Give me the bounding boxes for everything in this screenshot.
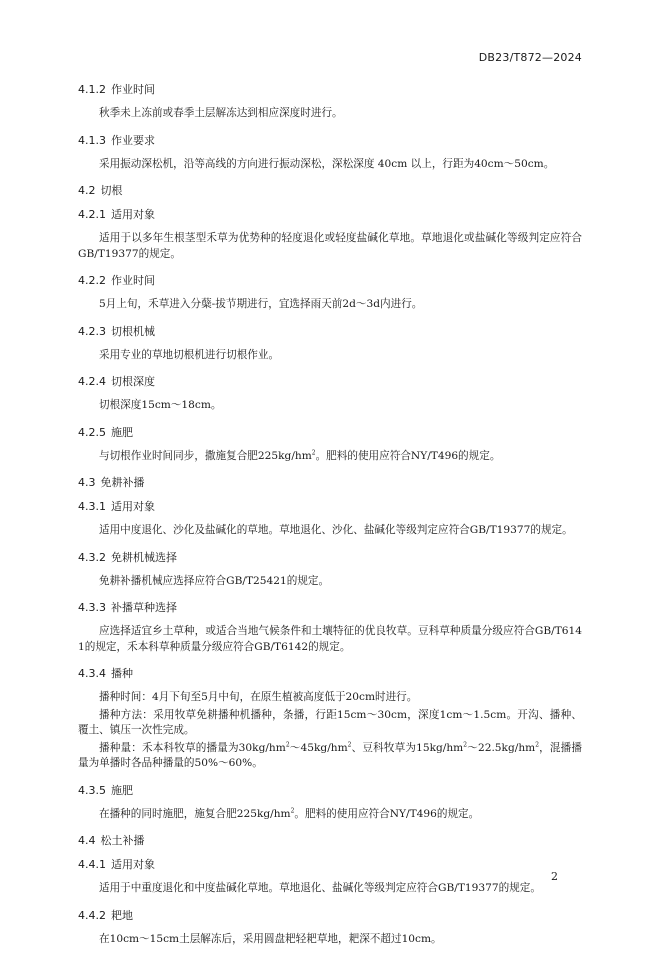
paragraph-4-3-2: 免耕补播机械应选择应符合GB/T25421的规定。: [99, 574, 330, 587]
page-number: 2: [551, 870, 558, 883]
heading-4-3-5: 4.3.5 施肥: [78, 783, 133, 797]
paragraph-4-2-5: 与切根作业时间同步，撒施复合肥$225kg/hm^2$。肥料的使用应符合NY/T496的规定。: [99, 448, 501, 462]
heading-4-4-2: 4.4.2 耙地: [78, 908, 133, 922]
heading-4-3: 4.3 免耕补播: [78, 476, 145, 489]
document-body: [78, 82, 582, 958]
heading-4-3-4: 4.3.4 播种: [78, 667, 133, 680]
paragraph-4-3-3: 应选择适宜乡土草种，或适合当地气候条件和土壤特征的优良牧草。豆科草种质量分级应符合GB/T6141的规定，禾本科草种质量分级应符合GB/T6142的规定。: [78, 625, 582, 653]
document-code: DB23/T872—2024: [478, 51, 582, 64]
heading-4-4-1: 4.4.1 适用对象: [78, 858, 155, 871]
heading-4-1-3: 4.1.3 作业要求: [78, 133, 155, 147]
heading-4-2: 4.2 切根: [78, 184, 123, 197]
paragraph-4-3-1: 适用中度退化、沙化及盐碱化的草地。草地退化、沙化、盐碱化等级判定应符合GB/T19377的规定。: [99, 524, 573, 536]
heading-4-3-2: 4.3.2 免耕机械选择: [78, 550, 177, 564]
heading-4-2-4: 4.2.4 切根深度: [78, 375, 155, 388]
paragraph-4-2-3: 采用专业的草地切根机进行切根作业。: [99, 348, 280, 361]
paragraph-4-3-5: 在播种的同时施肥，施复合肥$225kg/hm^2$。肥料的使用应符合NY/T496的规定。: [99, 806, 480, 820]
paragraph-4-4-2: 在10cm～15cm土层解冻后，采用圆盘耙轻耙草地，耙深不超过10cm。: [99, 932, 442, 945]
paragraph-4-2-4: 切根深度15cm～18cm。: [99, 399, 222, 411]
paragraph-4-4-1: 适用于中重度退化和中度盐碱化草地。草地退化、盐碱化等级判定应符合GB/T19377的规定。: [99, 882, 541, 894]
heading-4-1-2: 4.1.2 作业时间: [78, 83, 155, 96]
heading-4-4: 4.4 松土补播: [78, 834, 145, 847]
paragraph-sowing-method: 播种方法：采用牧草免耕播种机播种，条播，行距15cm～30cm，深度1cm～1.5cm。开沟、播种、覆土、镇压一次性完成。: [78, 708, 582, 736]
heading-4-2-3: 4.2.3 切根机械: [78, 324, 155, 338]
paragraph-sowing-amount: 播种量：禾本科牧草的播量为$30kg/hm^2\sim 45kg/hm^2$、豆科牧草为$15kg/hm^2\sim 22.5kg/hm^2$，混播播量为单播时各品种播量的50%～60%。: [78, 740, 582, 769]
heading-4-2-5: 4.2.5 施肥: [78, 425, 133, 439]
heading-4-3-3: 4.3.3 补播草种选择: [78, 601, 177, 614]
paragraph-4-1-3: 采用振动深松机，沿等高线的方向进行振动深松，深松深度 40cm 以上，行距为40cm～50cm。: [99, 157, 555, 170]
heading-4-2-1: 4.2.1 适用对象: [78, 208, 155, 221]
paragraph-4-2-2: 5月上旬，禾草进入分蘖-拔节期进行，宜选择雨天前2d～3d内进行。: [99, 298, 423, 310]
heading-4-2-2: 4.2.2 作业时间: [78, 274, 155, 287]
paragraph-4-1-2: 秋季未上冻前或春季土层解冻达到相应深度时进行。: [99, 107, 343, 119]
paragraph-sowing-time: 播种时间：4月下旬至5月中旬，在原生植被高度低于20cm时进行。: [99, 691, 418, 703]
heading-4-3-1: 4.3.1 适用对象: [78, 500, 155, 513]
paragraph-4-2-1: 适用于以多年生根茎型禾草为优势种的轻度退化或轻度盐碱化草地。草地退化或盐碱化等级判定应符合GB/T19377的规定。: [78, 232, 582, 260]
